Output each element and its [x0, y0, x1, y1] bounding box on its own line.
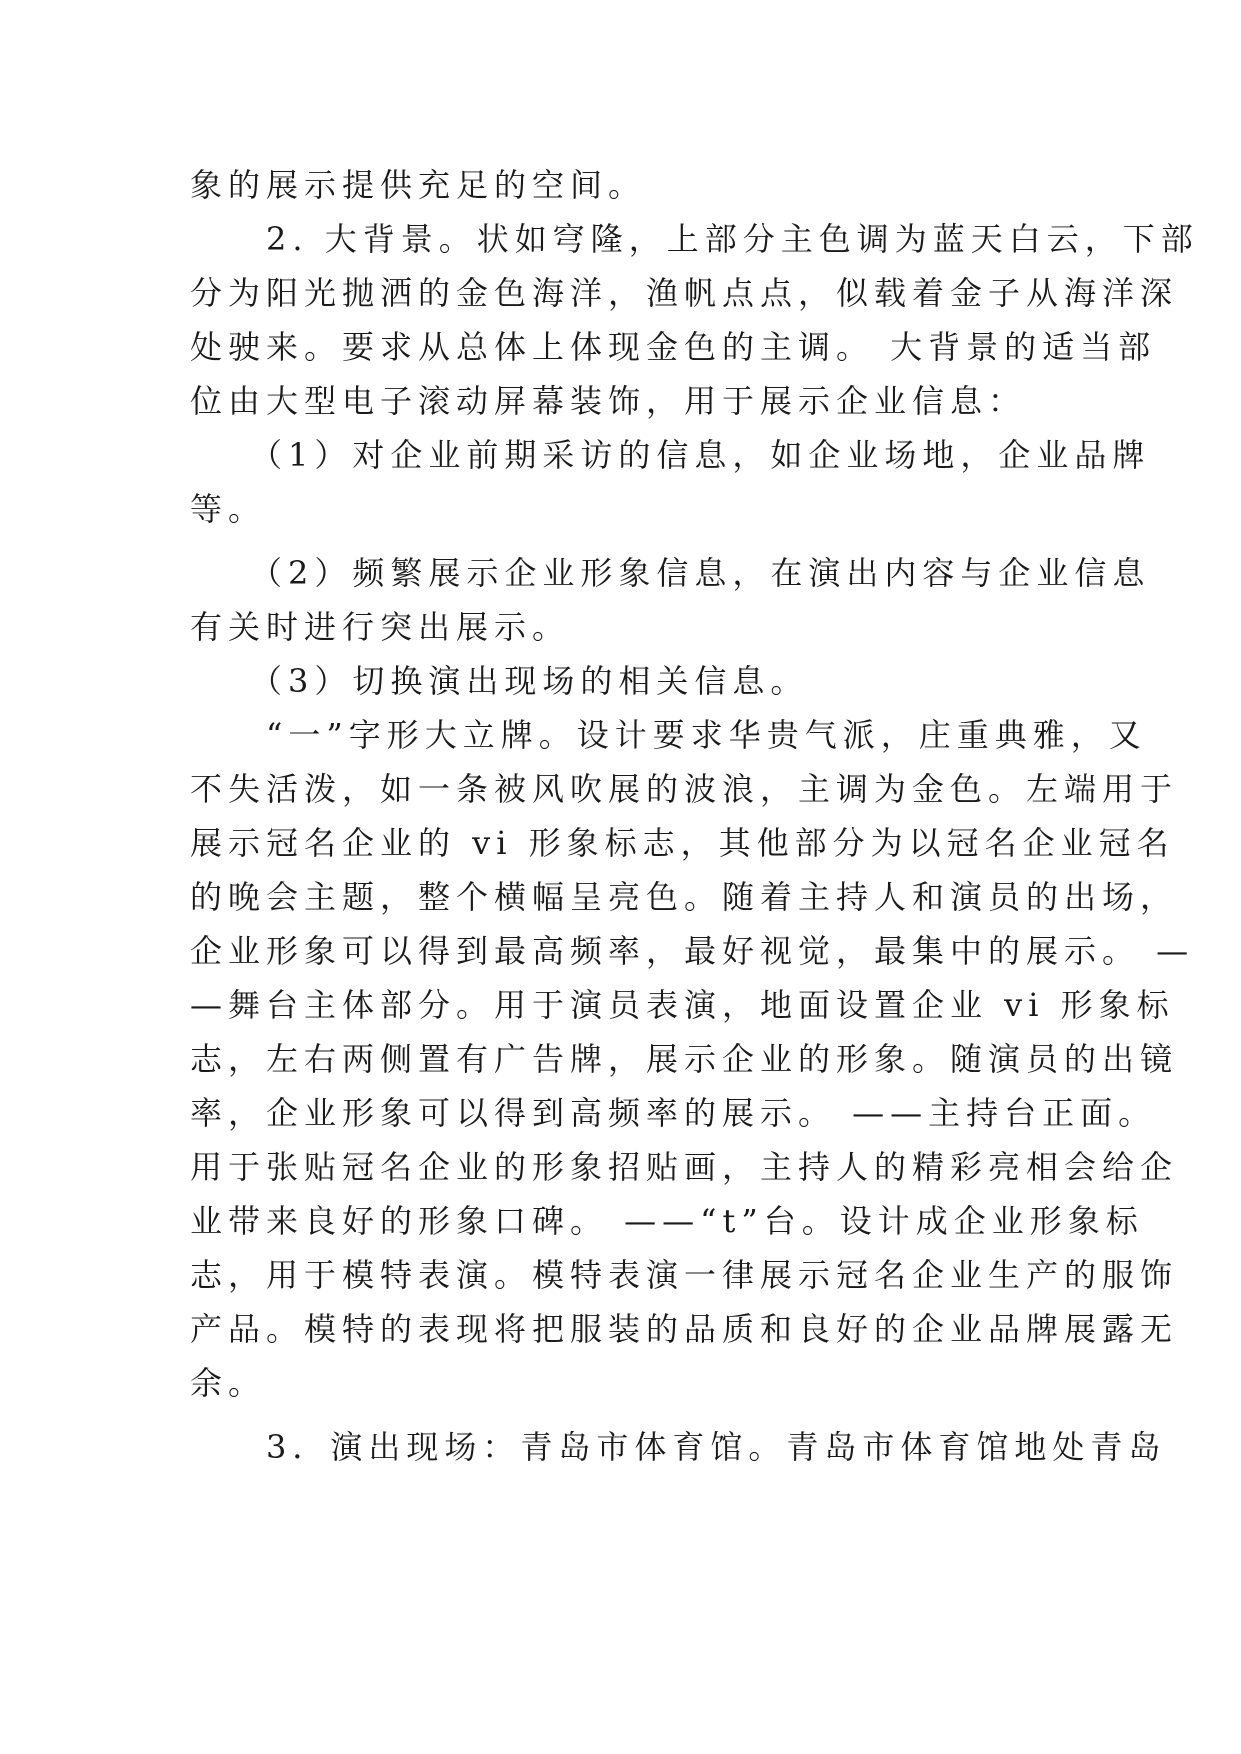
text-line: 位由大型电子滚动屏幕装饰，用于展示企业信息： — [190, 382, 1027, 420]
text-line: 的晚会主题，整个横幅呈亮色。随着主持人和演员的出场， — [190, 878, 1179, 916]
text-line: 不失活泼，如一条被风吹展的波浪，主调为金色。左端用于 — [190, 770, 1179, 808]
paragraph-gap — [190, 536, 1050, 546]
text-line: 用于张贴冠名企业的形象招贴画，主持人的精彩亮相会给企 — [190, 1148, 1179, 1186]
text-line: 展示冠名企业的 vi 形象标志，其他部分为以冠名企业冠名 — [190, 824, 1175, 862]
text-line: 等。 — [190, 490, 267, 528]
list-item-2: （2）频繁展示企业形象信息，在演出内容与企业信息 — [190, 554, 1151, 592]
paragraph-big-background: 2. 大背景。状如穹隆，上部分主色调为蓝天白云，下部 — [190, 220, 1199, 258]
text-line: 志，用于模特表演。模特表演一律展示冠名企业生产的服饰 — [190, 1256, 1179, 1294]
text-line: 企业形象可以得到最高频率，最好视觉，最集中的展示。 — — [190, 932, 1195, 970]
paragraph-gap — [190, 1410, 1050, 1420]
text-line: 分为阳光抛洒的金色海洋，渔帆点点，似载着金子从海洋深 — [190, 274, 1179, 312]
text-line: —舞台主体部分。用于演员表演，地面设置企业 vi 形象标 — [190, 986, 1175, 1024]
text-line: 产品。模特的表现将把服装的品质和良好的企业品牌展露无 — [190, 1310, 1179, 1348]
paragraph-venue: 3．演出现场：青岛市体育馆。青岛市体育馆地处青岛 — [190, 1428, 1167, 1466]
text-line: 处驶来。要求从总体上体现金色的主调。 大背景的适当部 — [190, 328, 1157, 366]
text-line: 象的展示提供充足的空间。 — [190, 166, 647, 204]
text-line: 业带来良好的形象口碑。 ——“t”台。设计成企业形象标 — [190, 1202, 1144, 1240]
text-line: 有关时进行突出展示。 — [190, 608, 571, 646]
text-line: 志，左右两侧置有广告牌，展示企业的形象。随演员的出镜 — [190, 1040, 1179, 1078]
text-line: 率，企业形象可以得到高频率的展示。 ——主持台正面。 — [190, 1094, 1157, 1132]
document-body — [190, 158, 1199, 1474]
list-item-1: （1）对企业前期采访的信息，如企业场地，企业品牌 — [190, 436, 1151, 474]
paragraph-standing-board: “一”字形大立牌。设计要求华贵气派，庄重典雅，又 — [190, 716, 1147, 754]
text-line: 余。 — [190, 1364, 267, 1402]
list-item-3: （3）切换演出现场的相关信息。 — [190, 662, 809, 700]
